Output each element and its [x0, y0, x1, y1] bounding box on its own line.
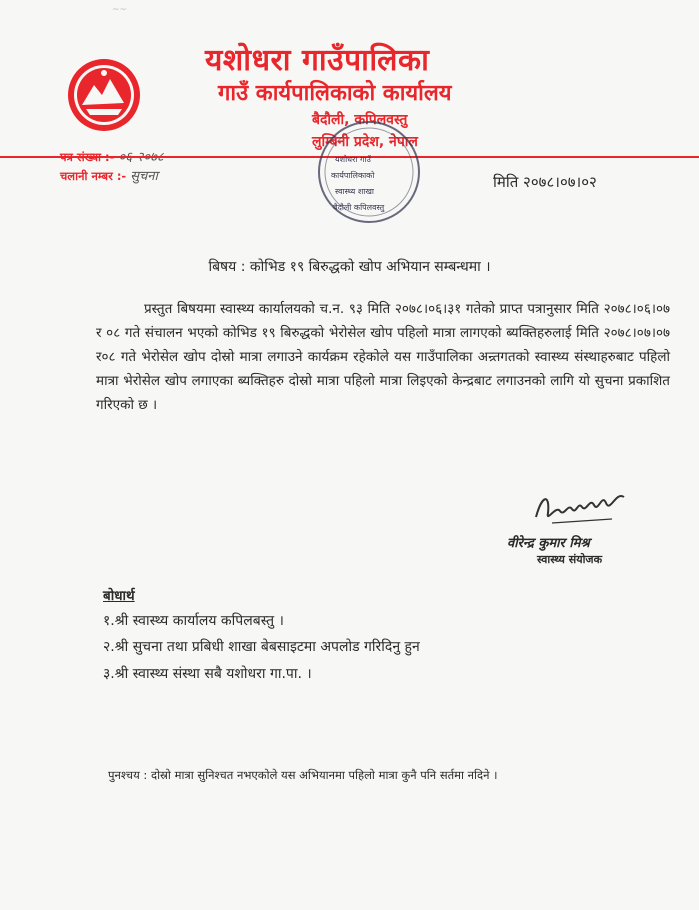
org-title: यशोधरा गाउँपालिका: [205, 43, 430, 78]
cc-item: ३.श्री स्वास्थ्य संस्था सबै यशोधरा गा.पा. ।: [103, 666, 312, 682]
dispatch-number-value: सुचना: [130, 169, 158, 184]
stamp-line-2: कार्यपालिकाको: [331, 171, 375, 180]
cc-heading: बोधार्थ: [103, 588, 135, 604]
signature-icon: [532, 483, 632, 529]
postscript-note: पुनश्चय : दोस्रो मात्रा सुनिश्चत नभएकोले यस अभियानमा पहिलो मात्रा कुनै पनि सर्तमा नदिने ।: [108, 768, 498, 782]
dispatch-number: [60, 166, 158, 184]
address-line-1: बैदौली, कपिलवस्तु: [312, 112, 408, 128]
cc-item: २.श्री सुचना तथा प्रबिधी शाखा बेबसाइटमा अपलोड गरिदिनु हुन: [103, 639, 420, 655]
letter-subject: बिषय : कोभिड १९ बिरुद्धको खोप अभियान सम्बन्धमा ।: [208, 259, 491, 275]
dispatch-number-label: चलानी नम्बर :-: [60, 169, 127, 183]
stamp-line-4: बैदौली कपिलवस्तु: [333, 203, 385, 212]
stamp-line-1: यशोधरा गाउँ: [335, 155, 371, 164]
svg-text:~~: ~~: [112, 5, 128, 15]
scan-artifact: [0, 0, 699, 30]
stamp-line-3: स्वास्थ्य शाखा: [335, 187, 374, 196]
office-stamp-icon: [315, 118, 423, 226]
cc-item: १.श्री स्वास्थ्य कार्यालय कपिलबस्तु ।: [103, 613, 284, 629]
signatory-title: स्वास्थ्य संयोजक: [537, 553, 603, 566]
nepal-emblem-icon: [66, 57, 142, 133]
address-line-2: लुम्बिनी प्रदेश, नेपाल: [312, 134, 418, 150]
letter-date: मिति २०७८।०७।०२: [493, 173, 597, 191]
letter-body: प्रस्तुत बिषयमा स्वास्थ्य कार्यालयको च.न. ९३ मिति २०७८।०६।३१ गतेको प्राप्त पत्रानुसार मिति २०७८।०६।०७ र ०८ गते संचालन भएको कोभिड १९ बिरुद्धको भेरोसेल खोप पहिलो मात्रा लागएको ब्यक्तिहरुलाई मिति २०७८।०७।०७ र०८ गते भेरोसेल खोप दोस्रो मात्रा लगाउने कार्यक्रम रहेकोले यस गाउँपालिका अन्र्तगतको स्वास्थ्य संस्थाहरुबाट पहिलो मात्रा भेरोसेल खोप लगाएका ब्यक्तिहरु दोस्रो मात्रा पहिलो मात्रा लिइएको केन्द्रबाट लगाउनको लागि यो सुचना प्रकाशित गरिएको छ ।: [96, 301, 670, 413]
signatory-name: वीरेन्द्र कुमार मिश्र: [507, 536, 590, 551]
office-name: गाउँ कार्यपालिकाको कार्यालय: [218, 81, 452, 106]
